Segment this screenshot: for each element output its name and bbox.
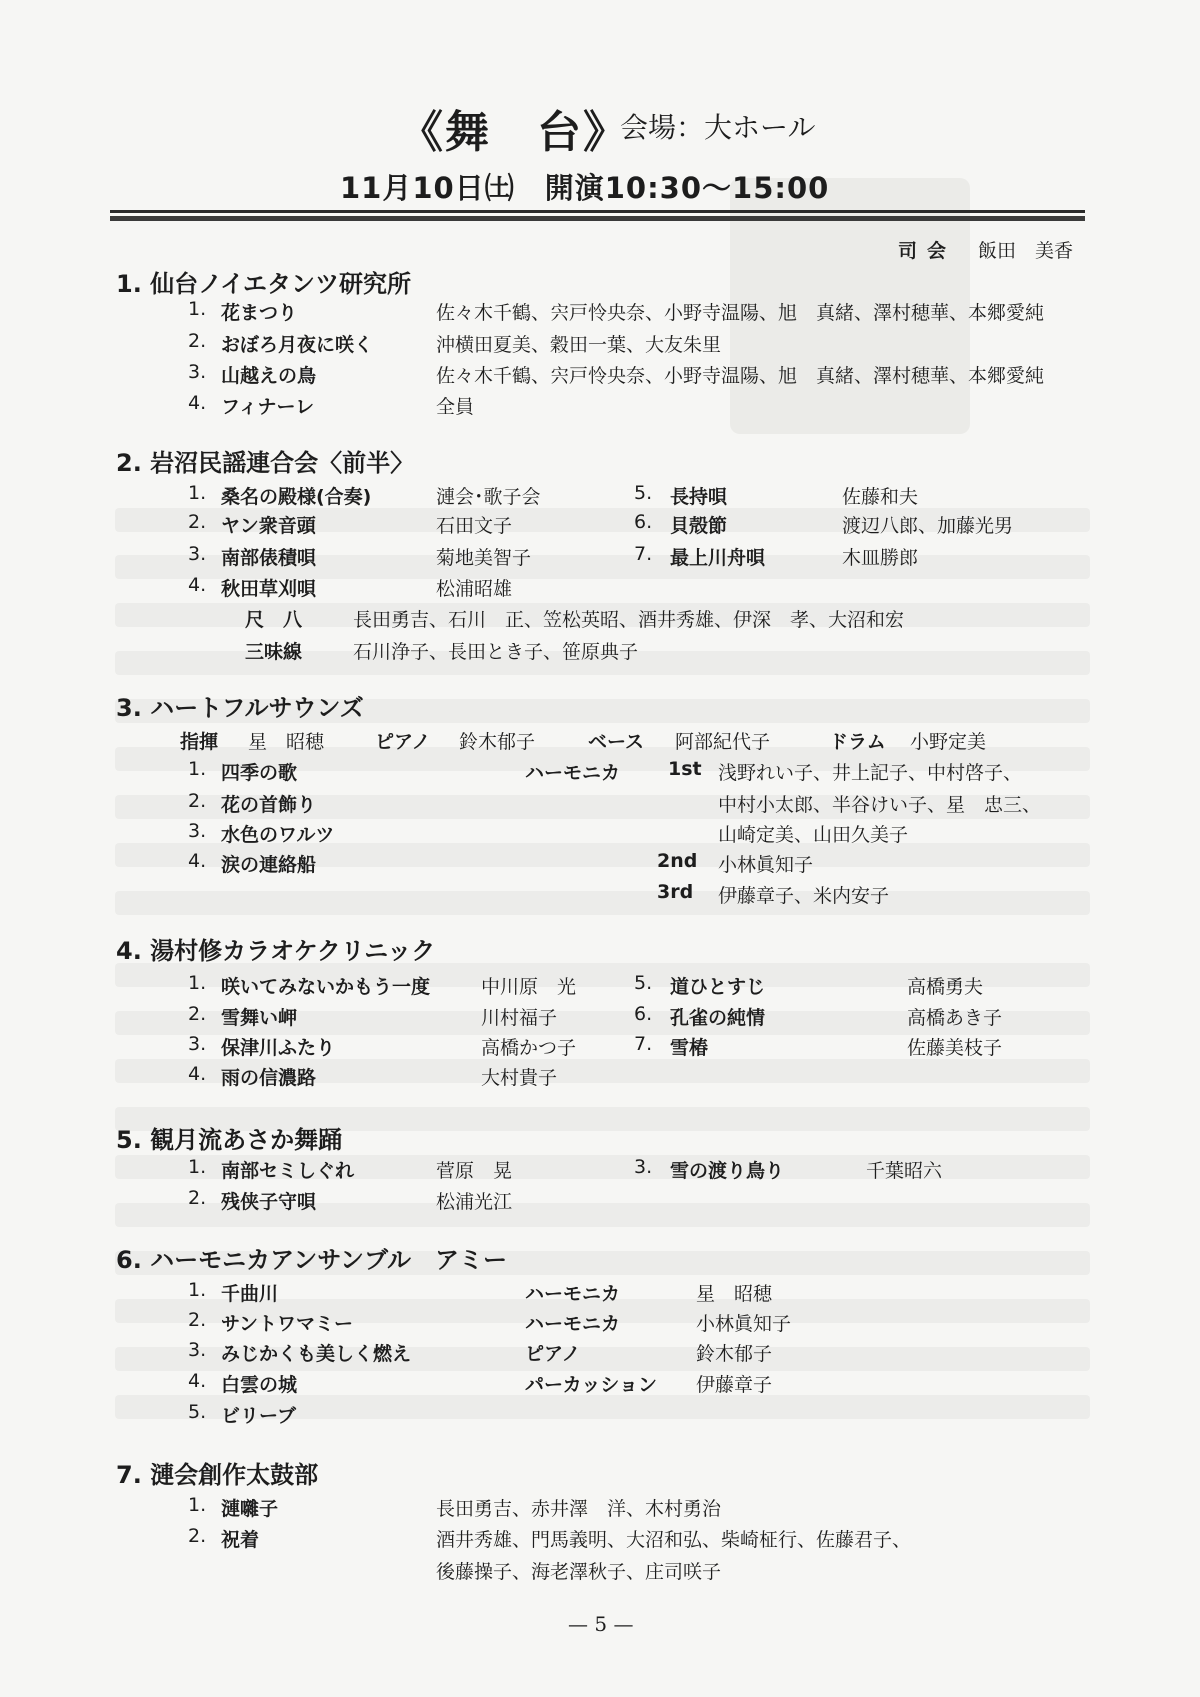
header-rule-thick: [110, 216, 1085, 221]
performers: 石田文子: [436, 515, 513, 537]
section-7-title: 7. 漣会創作太鼓部: [116, 1461, 319, 1489]
performers: 千葉昭六: [866, 1160, 943, 1182]
program-number: 3.: [188, 1033, 207, 1055]
program-number: 1.: [188, 758, 207, 780]
program-title: 道ひとすじ: [670, 976, 766, 998]
program-number: 7.: [634, 543, 653, 565]
program-title: 長持唄: [670, 486, 728, 508]
drum-label: ドラム: [829, 731, 886, 753]
venue-label: 会場：大ホール: [620, 111, 816, 144]
program-title: 孔雀の純情: [670, 1007, 766, 1029]
program-number: 2.: [188, 330, 207, 352]
program-number: 2.: [188, 1525, 207, 1547]
program-number: 2.: [188, 1309, 207, 1331]
mc-label: 司会: [898, 240, 957, 262]
performers: 佐藤和夫: [842, 486, 919, 508]
performers: 高橋あき子: [907, 1007, 1003, 1029]
program-number: 1.: [188, 972, 207, 994]
conductor-label: 指揮: [180, 731, 219, 753]
program-number: 4.: [188, 1063, 207, 1085]
shamisen-label: 三味線: [245, 641, 303, 663]
conductor-name: 星 昭穂: [248, 731, 325, 753]
performers-continued: 後藤操子、海老澤秋子、庄司咲子: [436, 1561, 722, 1583]
program-title: 雪舞い岬: [221, 1007, 298, 1029]
member-name: 星 昭穂: [696, 1283, 773, 1305]
program-title: 山越えの鳥: [221, 365, 317, 387]
program-title: ビリーブ: [221, 1405, 297, 1427]
performers: 川村福子: [481, 1007, 558, 1029]
program-title: 南部セミしぐれ: [221, 1160, 355, 1182]
program-number: 5.: [188, 1401, 207, 1423]
piano-label: ピアノ: [375, 731, 431, 753]
program-title: 水色のワルツ: [221, 824, 335, 846]
performers: 木皿勝郎: [842, 547, 919, 569]
program-title: 祝着: [221, 1529, 260, 1551]
program-number: 6.: [634, 1003, 653, 1025]
program-number: 4.: [188, 574, 207, 596]
performers: 長田勇吉、赤井澤 洋、木村勇治: [436, 1498, 722, 1520]
performers: 漣会･歌子会: [436, 486, 541, 508]
performers: 高橋勇夫: [907, 976, 984, 998]
member-name: 鈴木郁子: [696, 1343, 773, 1365]
program-title: 漣囃子: [221, 1498, 279, 1520]
header-rule-thin: [110, 210, 1085, 213]
program-number: 3.: [188, 1339, 207, 1361]
shakuhachi-players: 長田勇吉、石川 正、笠松英昭、酒井秀雄、伊深 孝、大沼和宏: [353, 609, 905, 631]
page-number: — 5 —: [568, 1612, 634, 1636]
performers: 松浦光江: [436, 1191, 513, 1213]
section-1-title: 1. 仙台ノイエタンツ研究所: [116, 270, 412, 298]
performers: 沖横田夏美、穀田一葉、大友朱里: [436, 334, 722, 356]
section-3-title: 3. ハートフルサウンズ: [116, 694, 364, 722]
instrument-label: ハーモニカ: [525, 1283, 621, 1305]
program-title: 四季の歌: [221, 762, 298, 784]
bass-name: 阿部紀代子: [675, 731, 771, 753]
first-part-label: 1st: [668, 758, 702, 780]
program-title: 秋田草刈唄: [221, 578, 317, 600]
program-number: 4.: [188, 1370, 207, 1392]
performers: 高橋かつ子: [481, 1037, 577, 1059]
program-title: 涙の連絡船: [221, 854, 317, 876]
first-part-players: 山崎定美、山田久美子: [718, 824, 909, 846]
program-title: 咲いてみないかもう一度: [221, 976, 431, 998]
program-title: 千曲川: [221, 1283, 279, 1305]
section-4-title: 4. 湯村修カラオケクリニック: [116, 937, 436, 965]
performers: 酒井秀雄、門馬義明、大沼和弘、柴崎柾行、佐藤君子、: [436, 1529, 912, 1551]
program-number: 2.: [188, 1003, 207, 1025]
first-part-players: 中村小太郎、半谷けい子、星 忠三、: [718, 794, 1042, 816]
second-part-players: 小林眞知子: [718, 854, 814, 876]
section-6-title: 6. ハーモニカアンサンブル アミー: [116, 1246, 508, 1274]
mc-name: 飯田 美香: [978, 240, 1074, 262]
program-title: 最上川舟唄: [670, 547, 766, 569]
shakuhachi-label: 尺 八: [245, 609, 303, 631]
program-title: 貝殻節: [670, 515, 728, 537]
program-number: 1.: [188, 298, 207, 320]
program-title: みじかくも美しく燃え: [221, 1343, 412, 1365]
program-number: 2.: [188, 1187, 207, 1209]
performers: 渡辺八郎、加藤光男: [842, 515, 1014, 537]
date-line: 11月10日㈯ 開演10:30～15:00: [340, 171, 830, 205]
member-name: 小林眞知子: [696, 1313, 792, 1335]
section-5-title: 5. 観月流あさか舞踊: [116, 1126, 343, 1154]
performers: 佐藤美枝子: [907, 1037, 1003, 1059]
program-title: フィナーレ: [221, 396, 315, 418]
program-number: 3.: [188, 820, 207, 842]
program-title: 雨の信濃路: [221, 1067, 317, 1089]
bass-label: ベース: [588, 731, 645, 753]
program-title: 保津川ふたり: [221, 1037, 336, 1059]
page-title: 《舞 台》: [399, 107, 629, 158]
program-number: 3.: [188, 361, 207, 383]
program-number: 7.: [634, 1033, 653, 1055]
section-2-title: 2. 岩沼民謡連合会〈前半〉: [116, 449, 415, 477]
program-number: 4.: [188, 392, 207, 414]
drum-name: 小野定美: [910, 731, 987, 753]
shamisen-players: 石川浄子、長田とき子、笹原典子: [353, 641, 639, 663]
program-number: 3.: [188, 543, 207, 565]
program-number: 2.: [188, 511, 207, 533]
program-number: 4.: [188, 850, 207, 872]
instrument-label: ピアノ: [525, 1343, 581, 1365]
program-number: 6.: [634, 511, 653, 533]
program-number: 1.: [188, 482, 207, 504]
program-number: 1.: [188, 1494, 207, 1516]
program-title: 雪椿: [670, 1037, 709, 1059]
program-title: 桑名の殿様(合奏): [221, 486, 372, 508]
harmonica-label: ハーモニカ: [525, 762, 621, 784]
program-title: 残侠子守唄: [221, 1191, 317, 1213]
program-number: 3.: [634, 1156, 653, 1178]
program-title: サントワマミー: [221, 1313, 354, 1335]
program-title: ヤン衆音頭: [221, 515, 316, 537]
program-number: 2.: [188, 790, 207, 812]
program-number: 1.: [188, 1279, 207, 1301]
third-part-label: 3rd: [657, 881, 694, 903]
show-through-text: [115, 891, 1090, 915]
second-part-label: 2nd: [657, 850, 698, 872]
program-title: 花の首飾り: [221, 794, 317, 816]
first-part-players: 浅野れい子、井上記子、中村啓子、: [718, 762, 1023, 784]
instrument-label: ハーモニカ: [525, 1313, 621, 1335]
member-name: 伊藤章子: [696, 1374, 773, 1396]
piano-name: 鈴木郁子: [459, 731, 536, 753]
instrument-label: パーカッション: [525, 1374, 658, 1396]
program-title: 南部俵積唄: [221, 547, 317, 569]
performers: 大村貴子: [481, 1067, 558, 1089]
performers: 菊地美智子: [436, 547, 532, 569]
performers: 中川原 光: [481, 976, 577, 998]
performers: 菅原 晃: [436, 1160, 513, 1182]
program-title: おぼろ月夜に咲く: [221, 334, 374, 356]
program-number: 5.: [634, 972, 653, 994]
performers: 佐々木千鶴、宍戸怜央奈、小野寺温陽、旭 真緒、澤村穂華、本郷愛純: [436, 365, 1045, 387]
third-part-players: 伊藤章子、米内安子: [718, 885, 890, 907]
performers: 佐々木千鶴、宍戸怜央奈、小野寺温陽、旭 真緒、澤村穂華、本郷愛純: [436, 302, 1045, 324]
performers: 松浦昭雄: [436, 578, 513, 600]
program-number: 1.: [188, 1156, 207, 1178]
program-number: 5.: [634, 482, 653, 504]
program-title: 花まつり: [221, 302, 298, 324]
program-title: 雪の渡り鳥り: [670, 1160, 785, 1182]
program-title: 白雲の城: [221, 1374, 298, 1396]
performers: 全員: [436, 396, 475, 418]
